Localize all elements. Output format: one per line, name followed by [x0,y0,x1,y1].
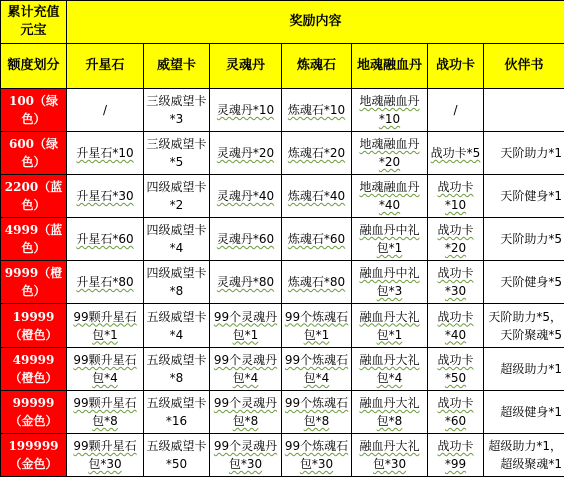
reward-text: 融血丹中礼包*3 [359,266,419,298]
reward-text: 四级威望卡*4 [146,223,206,255]
table-row [1,391,564,434]
reward-text: 99个炼魂石包*4 [285,353,348,385]
reward-text: 地魂融血丹*40 [359,180,419,212]
reward-cell [67,218,144,261]
reward-cell [67,132,144,175]
reward-cell [210,175,282,218]
reward-cell [210,391,282,434]
reward-text: 超级助力*1 [500,362,562,376]
reward-text: 升星石*10 [76,146,133,160]
reward-cell [144,175,210,218]
reward-text: 三级威望卡*3 [146,94,206,126]
reward-cell [352,391,428,434]
reward-cell [282,132,352,175]
column-header: 威望卡 [144,44,210,89]
reward-text: 99颗升星石包*1 [73,310,136,342]
reward-text: 地魂融血丹*10 [359,94,419,126]
reward-cell [484,132,564,175]
reward-text: 炼魂石*60 [288,232,345,246]
reward-cell [210,348,282,391]
reward-cell [282,175,352,218]
reward-text: 99颗升星石包*8 [73,396,136,428]
reward-text: 天阶健身*1 [500,189,562,203]
table-row [1,218,564,261]
reward-text: 战功卡*30 [437,266,473,298]
reward-cell [67,175,144,218]
table-row [1,348,564,391]
reward-cell [352,132,428,175]
table-row [1,175,564,218]
table-row [1,261,564,304]
reward-cell [144,391,210,434]
reward-cell [210,218,282,261]
column-header: 地魂融血丹 [352,44,428,89]
reward-text: 战功卡*20 [437,223,473,255]
reward-text: 战功卡*50 [437,353,473,385]
reward-text: 99颗升星石包*4 [73,353,136,385]
reward-text: 灵魂丹*40 [217,189,274,203]
reward-cell [352,434,428,477]
reward-text: 战功卡*5 [431,146,481,160]
reward-text: 五级威望卡*4 [146,310,206,342]
reward-cell [67,348,144,391]
reward-text: 99个炼魂石包*30 [285,439,348,471]
reward-text: 战功卡*99 [437,439,473,471]
reward-cell [484,348,564,391]
tier-cell: 9999（橙色） [1,261,67,304]
column-header: 灵魂丹 [210,44,282,89]
reward-text: 四级威望卡*2 [146,180,206,212]
reward-cell [484,391,564,434]
reward-cell [144,218,210,261]
reward-cell [428,132,484,175]
reward-text: 超级健身*1 [500,405,562,419]
reward-cell [282,218,352,261]
reward-text: 升星石*60 [76,232,133,246]
reward-text: 99个灵魂丹包*8 [214,396,277,428]
reward-cell [210,304,282,348]
reward-cell [352,175,428,218]
reward-cell [67,89,144,132]
reward-text: 融血丹大礼包*8 [359,396,419,428]
reward-cell [210,132,282,175]
reward-text: 融血丹大礼包*4 [359,353,419,385]
reward-cell [484,434,564,477]
reward-cell [144,89,210,132]
reward-text: 灵魂丹*80 [217,275,274,289]
reward-text: 99个灵魂丹包*4 [214,353,277,385]
reward-cell [282,348,352,391]
reward-text: 灵魂丹*20 [217,146,274,160]
reward-text: 地魂融血丹*20 [359,137,419,169]
reward-text: 99颗升星石包*30 [73,439,136,471]
reward-cell [352,304,428,348]
reward-cell [352,218,428,261]
reward-text: 五级威望卡*16 [146,396,206,428]
reward-cell [428,89,484,132]
reward-text: 五级威望卡*8 [146,353,206,385]
reward-cell [282,261,352,304]
column-header: 战功卡 [428,44,484,89]
reward-text: 战功卡*10 [437,180,473,212]
reward-cell [484,175,564,218]
tier-cell: 100（绿色） [1,89,67,132]
table-row [1,304,564,348]
tier-column-header: 额度划分 [1,44,67,89]
reward-text: 炼魂石*80 [288,275,345,289]
reward-text: / [453,103,457,117]
reward-text: 升星石*30 [76,189,133,203]
reward-text: 天阶助力*1 [500,146,562,160]
reward-cell [428,218,484,261]
reward-text: 炼魂石*10 [288,103,345,117]
table-row [1,434,564,477]
reward-text: 融血丹中礼包*1 [359,223,419,255]
reward-cell [282,304,352,348]
reward-cell [352,348,428,391]
reward-cell [67,434,144,477]
tier-cell: 49999（橙色） [1,348,67,391]
reward-cell [428,434,484,477]
rewards-title: 奖励内容 [67,1,564,44]
reward-text: 99个灵魂丹包*1 [214,310,277,342]
reward-cell [428,348,484,391]
tier-cell: 19999（橙色） [1,304,67,348]
reward-text: 天阶健身*5 [500,275,562,289]
reward-cell [67,391,144,434]
reward-cell [67,304,144,348]
table-row [1,89,564,132]
reward-text: 四级威望卡*8 [146,266,206,298]
reward-cell [282,89,352,132]
tier-cell: 4999（蓝色） [1,218,67,261]
reward-cell [352,261,428,304]
reward-cell [428,175,484,218]
reward-cell [67,261,144,304]
reward-cell [484,304,564,348]
tier-cell: 199999（金色） [1,434,67,477]
reward-text: 99个炼魂石包*1 [285,310,348,342]
reward-cell [144,348,210,391]
reward-cell [210,261,282,304]
reward-cell [210,434,282,477]
reward-text: 99个灵魂丹包*30 [214,439,277,471]
column-header: 炼魂石 [282,44,352,89]
reward-cell [144,132,210,175]
reward-text: / [103,103,107,117]
reward-cell [210,89,282,132]
column-header: 伙伴书 [484,44,564,89]
reward-cell [428,261,484,304]
reward-cell [484,261,564,304]
tier-cell: 2200（蓝色） [1,175,67,218]
reward-cell [484,89,564,132]
reward-text: 99个炼魂石包*8 [285,396,348,428]
reward-cell [428,391,484,434]
reward-text: 天阶助力*5 [500,232,562,246]
reward-text: 融血丹大礼包*1 [359,310,419,342]
cumulative-topup-header: 累计充值元宝 [1,1,67,44]
reward-cell [144,261,210,304]
column-header: 升星石 [67,44,144,89]
reward-text: 战功卡*40 [437,310,473,342]
reward-cell [144,434,210,477]
reward-text: 融血丹大礼包*30 [359,439,419,471]
reward-text: 超级助力*1，超级聚魂*1 [488,439,562,471]
reward-text: 灵魂丹*60 [217,232,274,246]
reward-cell [484,218,564,261]
reward-cell [282,434,352,477]
reward-text: 五级威望卡*50 [146,439,206,471]
reward-text: 三级威望卡*5 [146,137,206,169]
reward-text: 灵魂丹*10 [217,103,274,117]
tier-cell: 600（绿色） [1,132,67,175]
reward-text: 炼魂石*20 [288,146,345,160]
reward-cell [352,89,428,132]
reward-cell [428,304,484,348]
table-row [1,132,564,175]
tier-cell: 99999（金色） [1,391,67,434]
reward-text: 炼魂石*40 [288,189,345,203]
reward-text: 升星石*80 [76,275,133,289]
reward-text: 天阶助力*5，天阶聚魂*5 [488,310,562,342]
reward-cell [282,391,352,434]
reward-cell [144,304,210,348]
reward-text: 战功卡*60 [437,396,473,428]
